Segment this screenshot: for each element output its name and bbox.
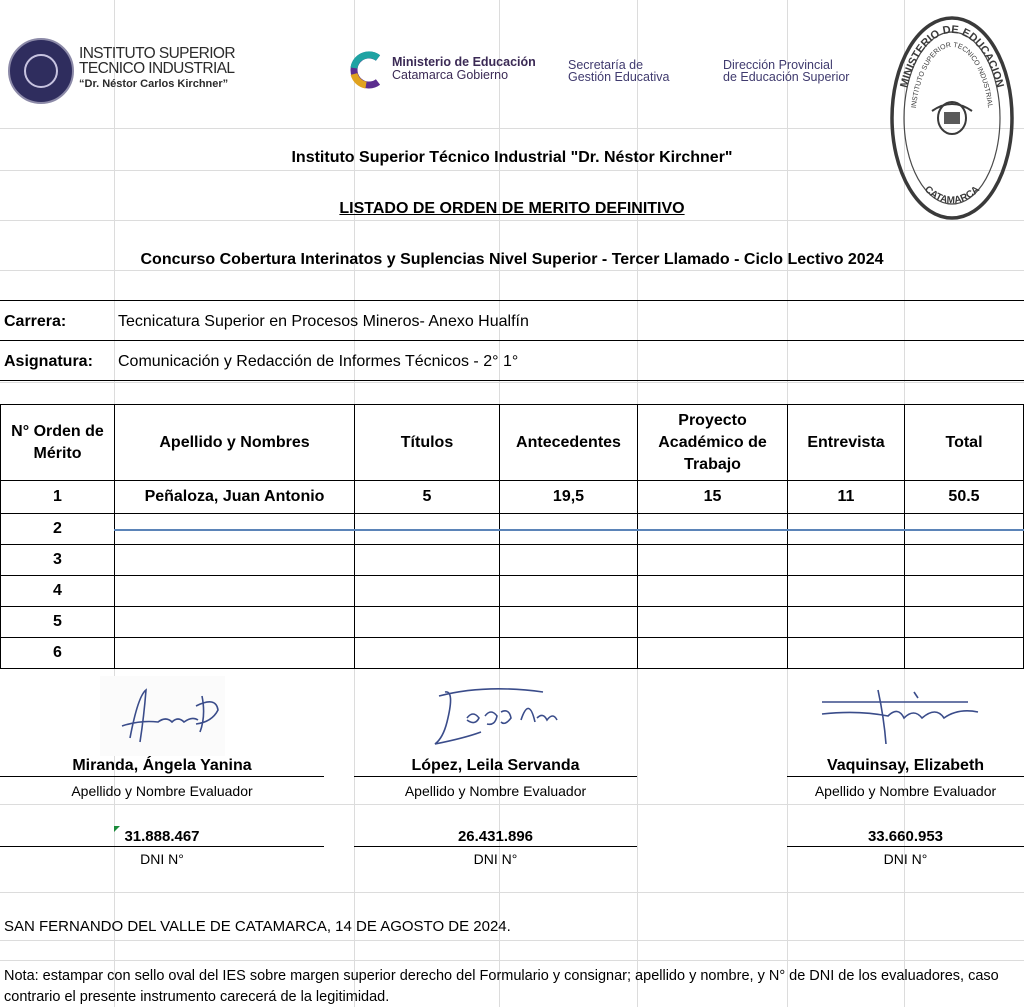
cell-orden: 4 bbox=[1, 576, 115, 607]
col-header-proyecto: Proyecto Académico de Trabajo bbox=[638, 405, 788, 481]
table-header-row bbox=[1, 405, 1024, 481]
evaluator-3-line bbox=[787, 776, 1024, 777]
carrera-label: Carrera: bbox=[4, 313, 67, 330]
evaluator-2-name: López, Leila Servanda bbox=[411, 757, 580, 774]
evaluator-1-caption: Apellido y Nombre Evaluador bbox=[71, 783, 253, 799]
cell-entrevista bbox=[788, 607, 905, 638]
evaluator-2-dni-label: DNI N° bbox=[473, 851, 518, 867]
info-divider bbox=[0, 340, 1024, 341]
signature-vaquinsay bbox=[818, 688, 983, 748]
cell-proyecto: 15 bbox=[638, 481, 788, 514]
evaluator-3-caption: Apellido y Nombre Evaluador bbox=[814, 783, 997, 799]
evaluator-2-caption: Apellido y Nombre Evaluador bbox=[404, 783, 587, 799]
institute-name-line1: INSTITUTO SUPERIOR bbox=[79, 45, 235, 62]
row-marker-line bbox=[114, 529, 1024, 531]
cell-nombre bbox=[115, 576, 355, 607]
cell-antecedentes bbox=[500, 576, 638, 607]
cell-antecedentes bbox=[500, 607, 638, 638]
cell-orden: 5 bbox=[1, 607, 115, 638]
cell-titulos bbox=[355, 576, 500, 607]
cell-antecedentes bbox=[500, 545, 638, 576]
secretaria-line1: Secretaría de bbox=[568, 58, 644, 72]
cell-nombre bbox=[115, 607, 355, 638]
evaluator-3-dni: 33.660.953 bbox=[867, 828, 944, 845]
cell-nombre bbox=[115, 638, 355, 669]
cell-antecedentes bbox=[500, 638, 638, 669]
col-header-titulos: Títulos bbox=[355, 405, 500, 481]
cell-nombre bbox=[115, 545, 355, 576]
signature-lopez bbox=[425, 682, 570, 754]
institute-seal-logo bbox=[8, 38, 74, 104]
table-row bbox=[1, 638, 1024, 669]
cell-antecedentes: 19,5 bbox=[500, 481, 638, 514]
cell-entrevista: 11 bbox=[788, 481, 905, 514]
cell-entrevista bbox=[788, 545, 905, 576]
cell-proyecto bbox=[638, 607, 788, 638]
evaluator-3-dni-label: DNI N° bbox=[883, 851, 928, 867]
cell-proyecto bbox=[638, 638, 788, 669]
institute-name-line3: “Dr. Néstor Carlos Kirchner” bbox=[79, 78, 229, 90]
merit-table bbox=[0, 404, 1024, 669]
ministry-line2: Catamarca Gobierno bbox=[392, 68, 509, 82]
stamp-text-top: MINISTERIO DE EDUCACION bbox=[898, 23, 1006, 90]
col-header-total: Total bbox=[905, 405, 1024, 481]
cell-titulos: 5 bbox=[355, 481, 500, 514]
ministry-logo-icon bbox=[348, 50, 388, 90]
direccion-line1: Dirección Provincial bbox=[723, 58, 833, 72]
cell-entrevista bbox=[788, 576, 905, 607]
asignatura-label: Asignatura: bbox=[4, 353, 93, 370]
col-header-antecedentes: Antecedentes bbox=[500, 405, 638, 481]
svg-text:MINISTERIO DE EDUCACION bbox=[898, 24, 1005, 89]
cell-orden: 3 bbox=[1, 545, 115, 576]
cell-total bbox=[905, 545, 1024, 576]
evaluator-2-line bbox=[354, 776, 637, 777]
cell-nombre: Peñaloza, Juan Antonio bbox=[115, 481, 355, 514]
cell-titulos bbox=[355, 607, 500, 638]
evaluator-2-dni-line bbox=[354, 846, 637, 847]
institute-title: Instituto Superior Técnico Industrial "Dr. Néstor Kirchner" bbox=[291, 149, 733, 166]
cell-total bbox=[905, 638, 1024, 669]
cell-total bbox=[905, 576, 1024, 607]
cell-titulos bbox=[355, 638, 500, 669]
ministry-line1: Ministerio de Educación bbox=[392, 55, 536, 69]
table-row bbox=[1, 545, 1024, 576]
evaluator-1-dni-label: DNI N° bbox=[140, 851, 184, 867]
col-header-orden: N° Orden de Mérito bbox=[1, 405, 115, 481]
col-header-nombre: Apellido y Nombres bbox=[115, 405, 355, 481]
cell-entrevista bbox=[788, 638, 905, 669]
direccion-name bbox=[723, 59, 849, 83]
signature-miranda bbox=[100, 676, 225, 756]
place-date: SAN FERNANDO DEL VALLE DE CATAMARCA, 14 DE AGOSTO DE 2024. bbox=[4, 918, 511, 935]
info-bottom-border bbox=[0, 380, 1024, 381]
footer-note: Nota: estampar con sello oval del IES sobre margen superior derecho del Formulario y consignar; apellido y nombre, y N° de DNI de los evaluadores, caso contrario el presente instrumento carecerá de la legitimidad. bbox=[4, 968, 999, 1005]
institute-name-logo bbox=[79, 46, 235, 92]
col-header-entrevista: Entrevista bbox=[788, 405, 905, 481]
table-row bbox=[1, 607, 1024, 638]
cell-total: 50.5 bbox=[905, 481, 1024, 514]
evaluator-3-name: Vaquinsay, Elizabeth bbox=[826, 757, 985, 774]
evaluator-2-dni: 26.431.896 bbox=[457, 828, 534, 845]
secretaria-line2: Gestión Educativa bbox=[568, 70, 670, 84]
table-row bbox=[1, 576, 1024, 607]
evaluator-1-name: Miranda, Ángela Yanina bbox=[72, 757, 252, 774]
cell-orden: 6 bbox=[1, 638, 115, 669]
direccion-line2: de Educación Superior bbox=[723, 70, 850, 84]
coat-of-arms-icon bbox=[932, 102, 972, 134]
cell-total bbox=[905, 607, 1024, 638]
evaluator-3-dni-line bbox=[787, 846, 1024, 847]
cell-proyecto bbox=[638, 576, 788, 607]
institute-name-line2: TECNICO INDUSTRIAL bbox=[79, 60, 235, 77]
listado-title: LISTADO DE ORDEN DE MERITO DEFINITIVO bbox=[339, 200, 685, 217]
secretaria-name bbox=[568, 59, 669, 83]
ministry-name bbox=[392, 56, 536, 82]
table-row bbox=[1, 481, 1024, 514]
info-top-border bbox=[0, 300, 1024, 301]
evaluator-1-line bbox=[0, 776, 324, 777]
concurso-title: Concurso Cobertura Interinatos y Suplencias Nivel Superior - Tercer Llamado - Ciclo Lectivo 2024 bbox=[140, 251, 884, 268]
carrera-value: Tecnicatura Superior en Procesos Mineros- Anexo Hualfín bbox=[118, 313, 529, 330]
evaluator-1-dni-line bbox=[0, 846, 324, 847]
asignatura-value: Comunicación y Redacción de Informes Técnicos - 2° 1° bbox=[118, 353, 519, 370]
cell-orden: 1 bbox=[1, 481, 115, 514]
official-stamp-seal bbox=[889, 15, 1015, 221]
stamp-text-inner: INSTITUTO SUPERIOR TECNICO INDUSTRIAL bbox=[910, 41, 994, 109]
evaluator-1-dni: 31.888.467 bbox=[124, 828, 200, 845]
stamp-text-bottom: CATAMARCA bbox=[922, 184, 982, 207]
cell-orden: 2 bbox=[1, 514, 115, 545]
cell-titulos bbox=[355, 545, 500, 576]
cell-proyecto bbox=[638, 545, 788, 576]
